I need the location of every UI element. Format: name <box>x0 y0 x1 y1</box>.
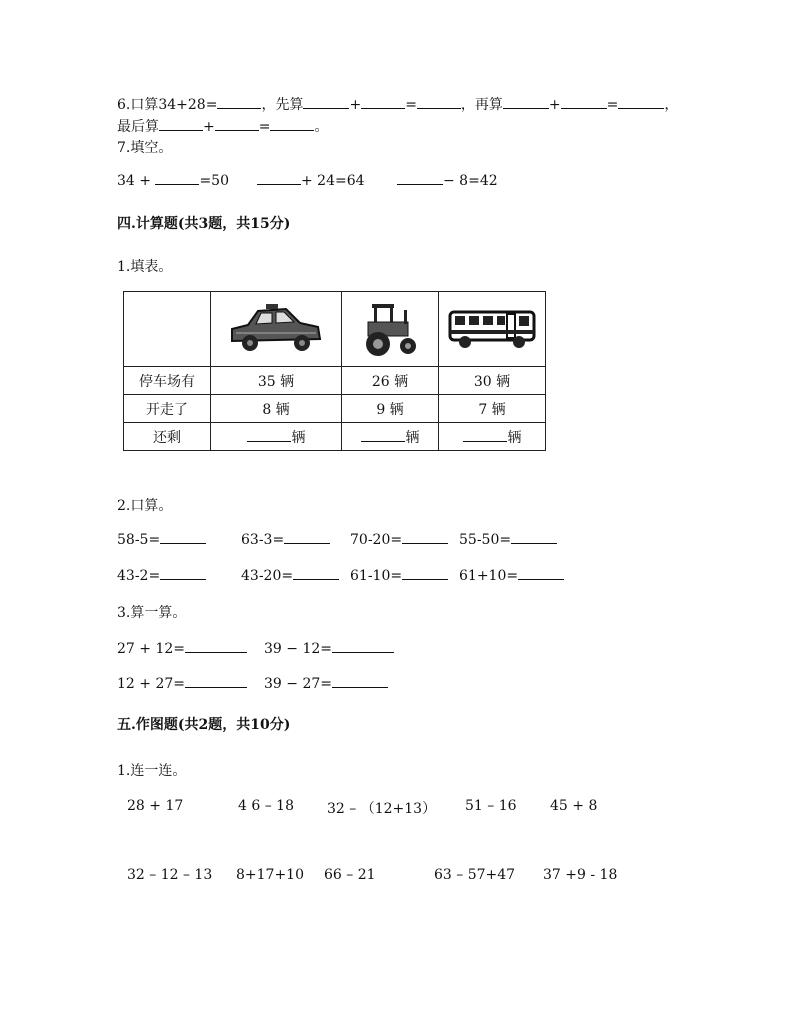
q6-text-then: ，再算 <box>460 97 503 113</box>
q2-row1-item <box>459 531 557 548</box>
answer-blank[interactable] <box>417 96 461 109</box>
plus-sign: + <box>203 119 215 135</box>
match-top-item[interactable]: 32 – （12+13） <box>327 801 437 817</box>
row-label-left: 开走了 <box>124 395 211 423</box>
answer-blank[interactable] <box>217 96 261 109</box>
answer-blank[interactable] <box>303 96 349 109</box>
answer-blank[interactable] <box>155 172 199 185</box>
q2-expr: 61+10= <box>459 568 519 584</box>
match-bottom-item[interactable]: 37 +9 - 18 <box>543 867 618 883</box>
q2-expr: 61-10= <box>350 568 403 584</box>
q7-item-1-prefix: 34 + <box>117 173 151 189</box>
equals-sign: = <box>258 119 271 135</box>
q3-expr: 39 − 27= <box>264 676 332 692</box>
s5-q1-title: 1.连一连。 <box>117 763 187 779</box>
answer-blank[interactable] <box>402 531 448 544</box>
q2-expr: 63-3= <box>241 532 285 548</box>
q3-expr: 12 + 27= <box>117 676 185 692</box>
match-top-item[interactable]: 4 6 – 18 <box>238 798 294 814</box>
equals-sign: = <box>405 97 417 113</box>
tractor-cell <box>342 292 439 367</box>
q3-expr: 39 − 12= <box>264 641 332 657</box>
match-bottom-item[interactable]: 8+17+10 <box>236 867 304 883</box>
answer-blank[interactable] <box>270 118 314 131</box>
car-cell <box>211 292 342 367</box>
comma: ， <box>664 97 679 113</box>
bus-icon <box>447 306 537 352</box>
s4-q1-title: 1.填表。 <box>117 259 173 275</box>
table-corner-cell <box>124 292 211 367</box>
match-bottom-item[interactable]: 63 – 57+47 <box>434 867 516 883</box>
plus-sign: + <box>548 97 561 113</box>
match-bottom-item[interactable]: 66 – 21 <box>324 867 376 883</box>
q3-item <box>264 640 394 657</box>
answer-blank[interactable] <box>185 640 247 653</box>
q6-expression: 6.口算34+28= <box>117 97 218 113</box>
section-5-heading: 五.作图题(共2题，共10分) <box>117 717 291 733</box>
car-icon <box>226 299 326 359</box>
answer-blank[interactable] <box>160 567 206 580</box>
q7-item-1-suffix: =50 <box>199 173 229 189</box>
vehicle-table <box>123 291 546 451</box>
q7-item-2-suffix: + 24=64 <box>301 173 365 189</box>
q2-expr: 58-5= <box>117 532 161 548</box>
answer-blank[interactable] <box>397 172 443 185</box>
q7-item-2 <box>257 172 365 189</box>
period: 。 <box>314 119 329 135</box>
answer-blank[interactable] <box>332 675 388 688</box>
answer-blank[interactable] <box>215 118 259 131</box>
unit-label: 辆 <box>291 429 306 446</box>
bus-remain <box>439 423 546 451</box>
car-remain <box>211 423 342 451</box>
unit-label: 辆 <box>507 429 522 446</box>
bus-left: 7 辆 <box>439 395 546 423</box>
answer-blank[interactable] <box>247 429 291 442</box>
q3-expr: 27 + 12= <box>117 641 185 657</box>
answer-blank[interactable] <box>332 640 394 653</box>
match-top-item[interactable]: 45 + 8 <box>550 798 598 814</box>
tractor-have: 26 辆 <box>342 367 439 395</box>
s4-q2-title: 2.口算。 <box>117 498 173 514</box>
answer-blank[interactable] <box>284 531 330 544</box>
car-left: 8 辆 <box>211 395 342 423</box>
answer-blank[interactable] <box>561 96 607 109</box>
answer-blank[interactable] <box>463 429 507 442</box>
car-have: 35 辆 <box>211 367 342 395</box>
answer-blank[interactable] <box>257 172 301 185</box>
q2-expr: 70-20= <box>350 532 403 548</box>
q3-item <box>117 675 247 692</box>
answer-blank[interactable] <box>511 531 557 544</box>
q2-row1-item <box>350 531 448 548</box>
q3-item <box>264 675 388 692</box>
answer-blank[interactable] <box>618 96 664 109</box>
q6-text-last: 最后算 <box>117 119 159 135</box>
answer-blank[interactable] <box>402 567 448 580</box>
row-label-have: 停车场有 <box>124 367 211 395</box>
match-bottom-item[interactable]: 32 – 12 – 13 <box>127 867 213 883</box>
q2-expr: 43-2= <box>117 568 161 584</box>
answer-blank[interactable] <box>185 675 247 688</box>
equals-sign: = <box>606 97 619 113</box>
match-top-item[interactable]: 28 + 17 <box>127 798 184 814</box>
row-label-remain: 还剩 <box>124 423 211 451</box>
q6-line1 <box>117 94 678 114</box>
answer-blank[interactable] <box>361 96 405 109</box>
tractor-remain <box>342 423 439 451</box>
answer-blank[interactable] <box>293 567 339 580</box>
q2-row2-item <box>350 567 448 584</box>
bus-cell <box>439 292 546 367</box>
q2-expr: 43-20= <box>241 568 294 584</box>
q6-line2 <box>117 116 328 136</box>
match-top-item[interactable]: 51 – 16 <box>465 798 517 814</box>
q2-row2-item <box>459 567 564 584</box>
q2-expr: 55-50= <box>459 532 512 548</box>
bus-have: 30 辆 <box>439 367 546 395</box>
q3-item <box>117 640 247 657</box>
answer-blank[interactable] <box>361 429 405 442</box>
answer-blank[interactable] <box>159 118 203 131</box>
s4-q3-title: 3.算一算。 <box>117 605 187 621</box>
q7-item-1 <box>117 172 229 189</box>
answer-blank[interactable] <box>503 96 549 109</box>
q7-title: 7.填空。 <box>117 140 173 156</box>
q2-row1-item <box>241 531 330 548</box>
tractor-left: 9 辆 <box>342 395 439 423</box>
unit-label: 辆 <box>405 429 420 446</box>
q7-item-3-suffix: − 8=42 <box>443 173 498 189</box>
answer-blank[interactable] <box>160 531 206 544</box>
tractor-icon <box>360 298 420 360</box>
answer-blank[interactable] <box>518 567 564 580</box>
q2-row2-item <box>117 567 206 584</box>
section-4-heading: 四.计算题(共3题，共15分) <box>117 216 291 232</box>
q7-item-3 <box>397 172 498 189</box>
q6-text-first: ，先算 <box>261 97 304 113</box>
plus-sign: + <box>349 97 362 113</box>
q2-row1-item <box>117 531 206 548</box>
q2-row2-item <box>241 567 339 584</box>
